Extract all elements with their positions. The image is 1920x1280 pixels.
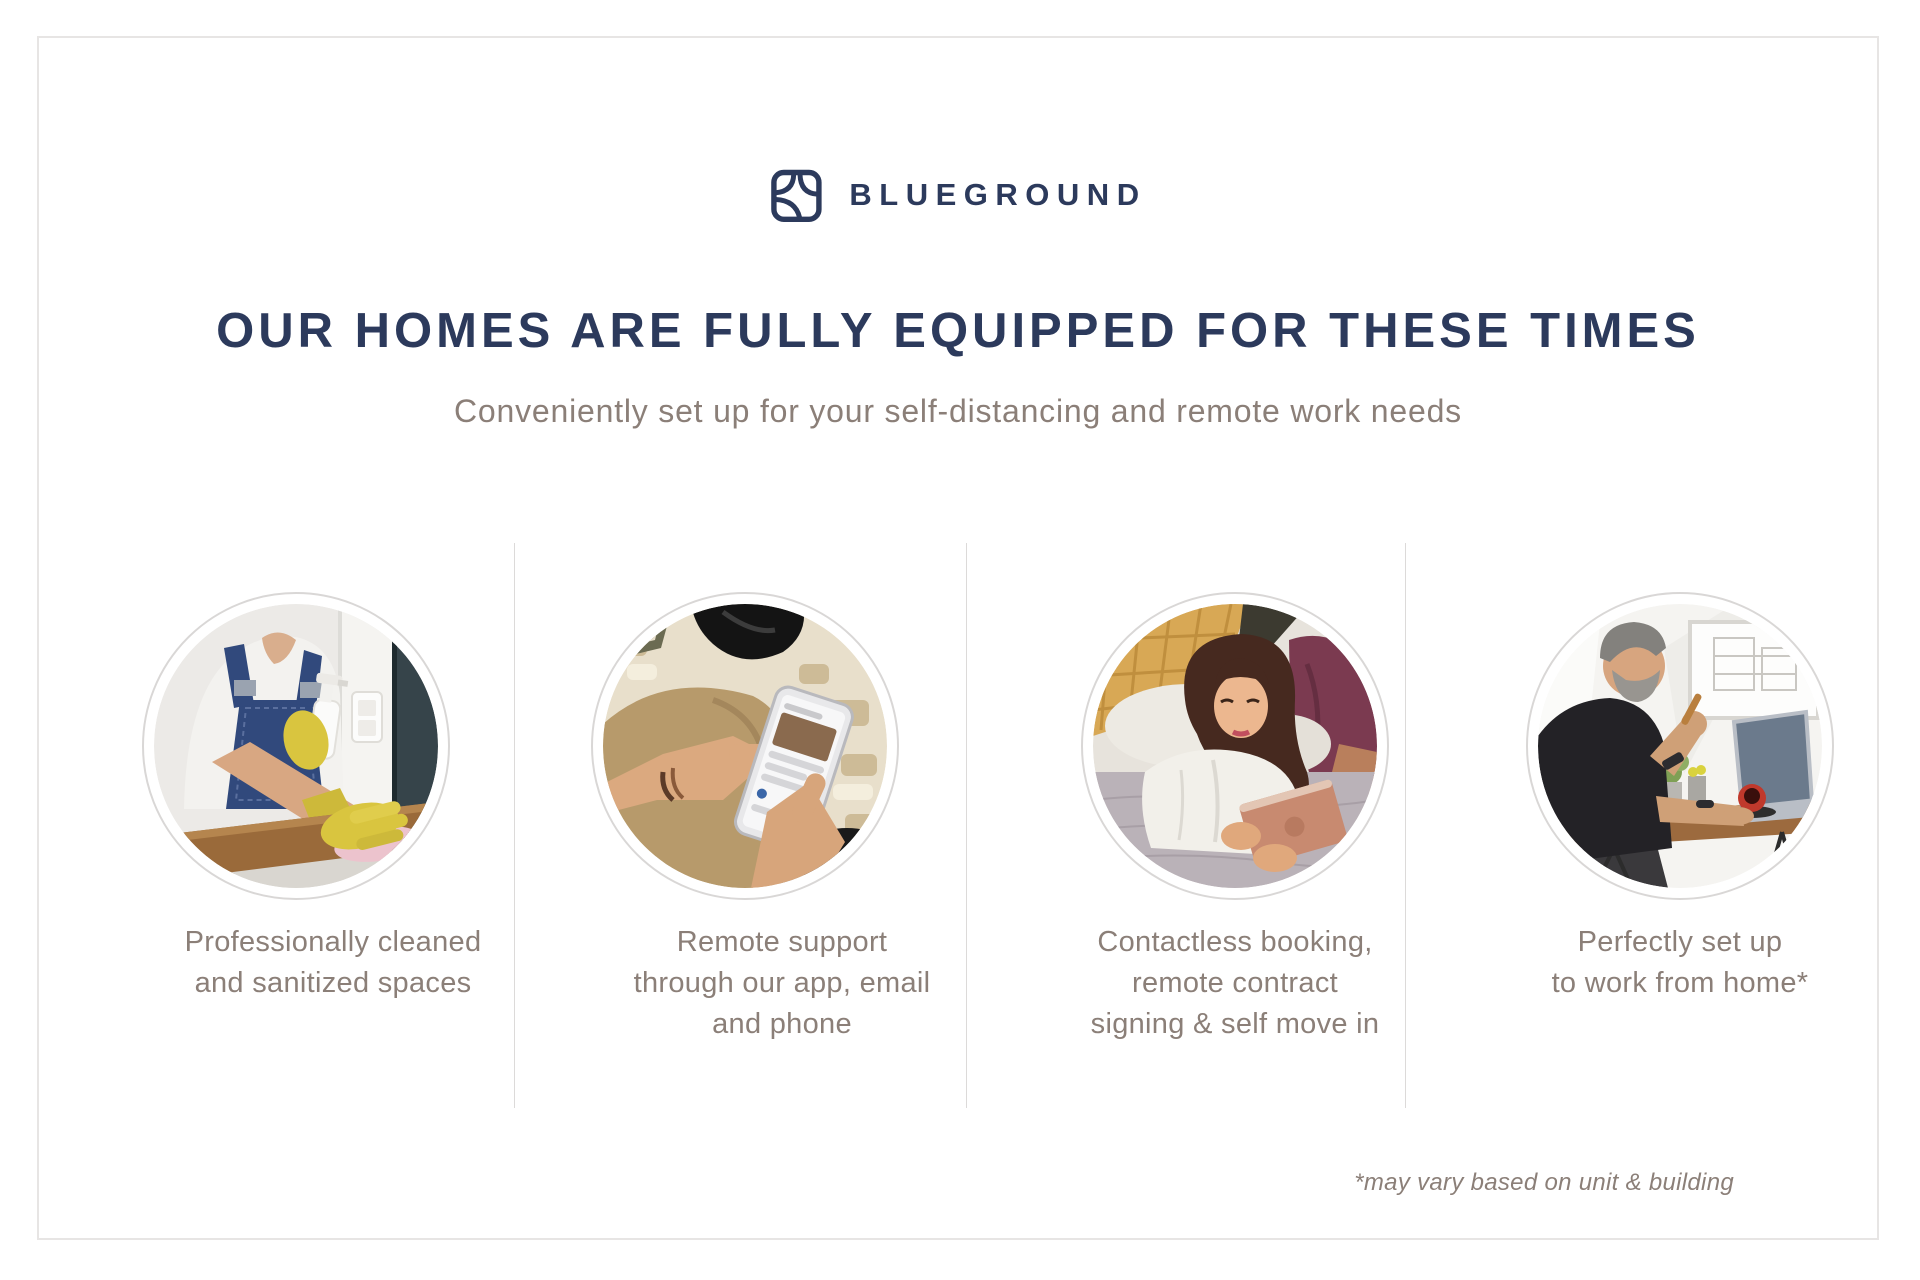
column-divider-1 bbox=[514, 543, 515, 1108]
feature-caption-work-from-home bbox=[1460, 922, 1900, 1004]
caption-line: and sanitized spaces bbox=[194, 967, 472, 999]
feature-photo-work-from-home bbox=[1526, 592, 1834, 900]
footnote: *may vary based on unit & building bbox=[1354, 1169, 1734, 1196]
blueground-logo-icon bbox=[769, 166, 823, 224]
brand-wordmark: BLUEGROUND bbox=[849, 177, 1147, 212]
caption-line: Perfectly set up bbox=[1577, 926, 1783, 958]
remote-support-photo bbox=[603, 604, 887, 888]
caption-line: Professionally cleaned bbox=[184, 926, 482, 958]
feature-photo-contactless-booking bbox=[1081, 592, 1389, 900]
content-card bbox=[37, 36, 1879, 1240]
page-subtitle: Conveniently set up for your self-distancing and remote work needs bbox=[454, 393, 1462, 429]
feature-photo-cleaning bbox=[142, 592, 450, 900]
feature-caption-remote-support bbox=[562, 922, 1002, 1045]
feature-caption-contactless-booking bbox=[1015, 922, 1455, 1045]
caption-line: remote contract bbox=[1132, 967, 1338, 999]
brand-logo bbox=[769, 166, 1146, 224]
feature-photo-remote-support bbox=[591, 592, 899, 900]
feature-caption-cleaning bbox=[113, 922, 553, 1004]
caption-line: signing & self move in bbox=[1090, 1008, 1380, 1040]
page-title: OUR HOMES ARE FULLY EQUIPPED FOR THESE TIMES bbox=[216, 304, 1700, 358]
caption-line: Remote support bbox=[676, 926, 888, 958]
cleaning-photo bbox=[154, 604, 438, 888]
work-from-home-photo bbox=[1538, 604, 1822, 888]
caption-line: through our app, email bbox=[633, 967, 931, 999]
contactless-booking-photo bbox=[1093, 604, 1377, 888]
caption-line: Contactless booking, bbox=[1097, 926, 1373, 958]
caption-line: to work from home* bbox=[1551, 967, 1809, 999]
caption-line: and phone bbox=[712, 1008, 852, 1040]
